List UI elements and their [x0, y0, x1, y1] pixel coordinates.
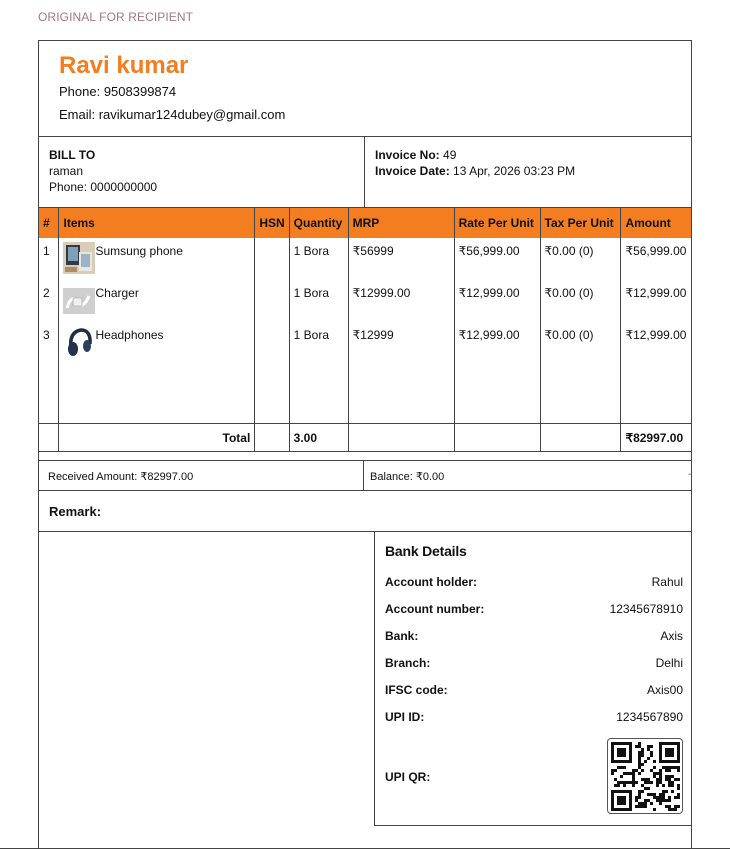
total-quantity: 3.00: [289, 424, 348, 452]
table-spacer-row: [39, 364, 691, 424]
items-table: [39, 207, 691, 452]
charger-thumbnail-icon: [63, 284, 95, 316]
header-num: #: [39, 208, 59, 238]
remark-section: Remark:: [38, 490, 692, 532]
bank-value: Axis: [660, 629, 683, 643]
header-items: Items: [59, 208, 255, 238]
seller-header: [39, 41, 691, 137]
invoice-date-label: Invoice Date:: [375, 164, 450, 178]
bank-label: Bank:: [385, 629, 419, 643]
bank-label: UPI ID:: [385, 710, 425, 724]
header-mrp: MRP: [348, 208, 454, 238]
invoice-date: [375, 164, 575, 178]
bill-to-title: BILL TO: [49, 148, 96, 162]
item-cell: [59, 280, 255, 322]
bank-row-branch: [385, 656, 683, 672]
bank-value: Axis00: [646, 683, 683, 697]
row-rate: ₹56,999.00: [454, 238, 540, 280]
bank-label: IFSC code:: [385, 683, 448, 697]
qr-code-icon: [608, 739, 682, 813]
bill-to-name: raman: [49, 164, 84, 178]
bank-label: Account number:: [385, 602, 485, 616]
header-quantity: Quantity: [289, 208, 348, 238]
table-row: [39, 238, 691, 280]
summary-divider: [363, 461, 364, 491]
row-amount: ₹12,999.00: [621, 280, 691, 322]
payment-summary: [38, 460, 692, 490]
total-label: Total: [59, 424, 255, 452]
total-amount: ₹82997.00: [621, 424, 691, 452]
seller-email: Email: ravikumar124dubey@gmail.com: [59, 107, 286, 122]
invoice-number: [375, 148, 456, 162]
phone-thumbnail-icon: [63, 242, 95, 274]
header-rate: Rate Per Unit: [454, 208, 540, 238]
row-tax: ₹0.00 (0): [540, 322, 621, 364]
bank-label: Account holder:: [385, 575, 477, 589]
bank-row-account-holder: [385, 575, 683, 591]
row-rate: ₹12,999.00: [454, 280, 540, 322]
row-qty: 1 Bora: [289, 280, 348, 322]
row-num: 2: [43, 285, 50, 300]
row-num: 3: [43, 327, 50, 342]
received-amount: Received Amount: ₹82997.00: [48, 471, 194, 483]
bank-row-account-number: [385, 602, 683, 618]
invoice-number-value: 49: [443, 148, 457, 162]
row-tax: ₹0.00 (0): [540, 280, 621, 322]
seller-phone: Phone: 9508399874: [59, 84, 177, 99]
row-qty: 1 Bora: [289, 238, 348, 280]
invoice-number-label: Invoice No:: [375, 148, 440, 162]
row-hsn: [255, 238, 289, 280]
row-mrp: ₹12999.00: [348, 280, 454, 322]
balance-amount: Balance: ₹0.00: [370, 471, 445, 483]
item-name: Charger: [95, 285, 139, 300]
table-total-row: [39, 424, 691, 452]
recipient-note: ORIGINAL FOR RECIPIENT: [38, 10, 194, 24]
bank-details: [374, 532, 692, 826]
edge-mark: -: [688, 469, 692, 480]
bank-label: UPI QR:: [385, 770, 431, 784]
bank-value: Rahul: [651, 575, 683, 589]
item-cell: [59, 322, 255, 364]
seller-name: Ravi kumar: [59, 52, 189, 79]
row-hsn: [255, 280, 289, 322]
header-amount: Amount: [621, 208, 691, 238]
row-tax: ₹0.00 (0): [540, 238, 621, 280]
header-tax: Tax Per Unit: [540, 208, 621, 238]
bill-to-section: [39, 137, 365, 207]
upi-qr-code: [607, 738, 683, 814]
item-name: Headphones: [95, 327, 164, 342]
bank-row-upi-id: [385, 710, 683, 726]
row-num: 1: [43, 243, 50, 258]
table-row: [39, 322, 691, 364]
bank-label: Branch:: [385, 656, 431, 670]
table-header-row: [39, 208, 691, 238]
row-mrp: ₹56999: [348, 238, 454, 280]
item-name: Sumsung phone: [95, 243, 183, 258]
headphones-thumbnail-icon: [63, 326, 95, 358]
table-row: [39, 280, 691, 322]
bank-value: 12345678910: [609, 602, 683, 616]
bank-value: Delhi: [655, 656, 683, 670]
row-mrp: ₹12999: [348, 322, 454, 364]
item-cell: [59, 238, 255, 280]
row-amount: ₹12,999.00: [621, 322, 691, 364]
row-rate: ₹12,999.00: [454, 322, 540, 364]
row-amount: ₹56,999.00: [621, 238, 691, 280]
bank-title: Bank Details: [385, 543, 467, 559]
row-qty: 1 Bora: [289, 322, 348, 364]
invoice-info-section: [365, 137, 691, 207]
bill-to-phone: Phone: 0000000000: [49, 180, 158, 194]
bank-row-bank: [385, 629, 683, 645]
bank-row-ifsc: [385, 683, 683, 699]
bank-value: 1234567890: [616, 710, 683, 724]
header-hsn: HSN: [255, 208, 289, 238]
row-hsn: [255, 322, 289, 364]
invoice-date-value: 13 Apr, 2026 03:23 PM: [453, 164, 576, 178]
